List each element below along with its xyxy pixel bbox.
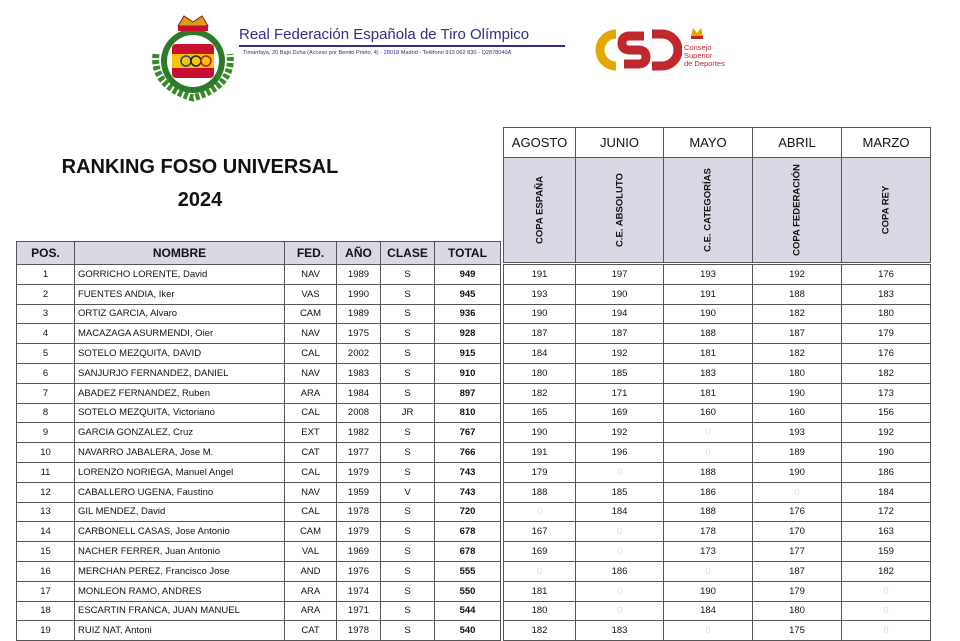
federation-cell: CAT (285, 443, 337, 463)
rank-cell: 6 (17, 363, 75, 383)
athlete-name-cell: FUENTES ANDIA, Iker (75, 284, 285, 304)
athlete-name-cell: SOTELO MEZQUITA, Victoriano (75, 403, 285, 423)
class-cell: S (381, 621, 435, 641)
federation-cell: CAL (285, 462, 337, 482)
birth-year-cell: 1983 (337, 363, 381, 383)
total-cell: 945 (435, 284, 501, 304)
ranking-year: 2024 (177, 189, 223, 211)
score-cell: 182 (842, 561, 931, 581)
birth-year-cell: 1989 (337, 304, 381, 324)
crown-icon (690, 24, 704, 42)
score-cell: 187 (504, 324, 576, 344)
score-cell: 175 (753, 621, 842, 641)
rank-cell: 3 (17, 304, 75, 324)
table-row (17, 542, 931, 562)
total-cell: 910 (435, 363, 501, 383)
score-cell: 184 (576, 502, 664, 522)
rank-cell: 5 (17, 344, 75, 364)
federation-cell: NAV (285, 363, 337, 383)
score-cell: 190 (504, 304, 576, 324)
score-cell: 0 (842, 621, 931, 641)
score-cell: 176 (842, 265, 931, 285)
month-mayo: MAYO (664, 128, 753, 158)
score-cell: 176 (842, 344, 931, 364)
class-cell: S (381, 344, 435, 364)
rank-cell: 9 (17, 423, 75, 443)
header-divider (239, 45, 565, 47)
athlete-name-cell: RUIZ NAT, Antoni (75, 621, 285, 641)
score-cell: 180 (753, 363, 842, 383)
athlete-name-cell: SOTELO MEZQUITA, DAVID (75, 344, 285, 364)
birth-year-cell: 1969 (337, 542, 381, 562)
score-cell: 190 (664, 581, 753, 601)
rank-cell: 10 (17, 443, 75, 463)
score-cell: 0 (504, 502, 576, 522)
birth-year-cell: 1978 (337, 621, 381, 641)
total-cell: 743 (435, 462, 501, 482)
score-cell: 182 (753, 344, 842, 364)
score-cell: 187 (753, 324, 842, 344)
total-cell: 766 (435, 443, 501, 463)
score-cell: 0 (753, 482, 842, 502)
birth-year-cell: 1971 (337, 601, 381, 621)
spacer (842, 242, 931, 265)
score-cell: 188 (664, 502, 753, 522)
score-cell: 180 (504, 601, 576, 621)
score-cell: 0 (576, 462, 664, 482)
score-cell: 165 (504, 403, 576, 423)
score-cell: 159 (842, 542, 931, 562)
score-cell: 184 (664, 601, 753, 621)
score-cell: 193 (664, 265, 753, 285)
score-cell: 197 (576, 265, 664, 285)
competition-ce-categorias: C.E. CATEGORÍAS (664, 158, 753, 263)
athlete-name-cell: SANJURJO FERNANDEZ, DANIEL (75, 363, 285, 383)
col-class: CLASE (381, 242, 435, 265)
federation-cell: VAS (285, 284, 337, 304)
federation-cell: CAL (285, 344, 337, 364)
score-cell: 167 (504, 522, 576, 542)
federation-cell: NAV (285, 265, 337, 285)
total-cell: 928 (435, 324, 501, 344)
score-cell: 0 (576, 522, 664, 542)
score-cell: 176 (753, 502, 842, 522)
athlete-name-cell: LORENZO NORIEGA, Manuel Angel (75, 462, 285, 482)
table-row (17, 443, 931, 463)
score-cell: 156 (842, 403, 931, 423)
score-cell: 182 (753, 304, 842, 324)
score-cell: 180 (753, 601, 842, 621)
score-cell: 180 (842, 304, 931, 324)
score-cell: 182 (504, 621, 576, 641)
class-cell: S (381, 581, 435, 601)
score-cell: 170 (753, 522, 842, 542)
score-cell: 189 (753, 443, 842, 463)
table-row (17, 383, 931, 403)
score-cell: 0 (842, 581, 931, 601)
athlete-name-cell: ESCARTIN FRANCA, JUAN MANUEL (75, 601, 285, 621)
class-cell: S (381, 304, 435, 324)
class-cell: S (381, 284, 435, 304)
csd-logo (592, 28, 682, 72)
score-cell: 0 (576, 601, 664, 621)
score-cell: 172 (842, 502, 931, 522)
score-cell: 188 (504, 482, 576, 502)
athlete-name-cell: MONLEON RAMO, ANDRES (75, 581, 285, 601)
score-cell: 190 (664, 304, 753, 324)
table-row (17, 601, 931, 621)
total-cell: 743 (435, 482, 501, 502)
ranking-table (16, 241, 931, 641)
total-cell: 767 (435, 423, 501, 443)
class-cell: S (381, 423, 435, 443)
class-cell: S (381, 502, 435, 522)
score-cell: 173 (842, 383, 931, 403)
athlete-name-cell: GORRICHO LORENTE, David (75, 265, 285, 285)
ranking-title: RANKING FOSO UNIVERSAL (61, 156, 339, 178)
table-row (17, 522, 931, 542)
class-cell: S (381, 443, 435, 463)
score-cell: 188 (664, 462, 753, 482)
ranking-body (17, 265, 931, 641)
total-cell: 540 (435, 621, 501, 641)
score-cell: 196 (576, 443, 664, 463)
athlete-name-cell: GARCIA GONZALEZ, Cruz (75, 423, 285, 443)
score-cell: 187 (576, 324, 664, 344)
total-cell: 915 (435, 344, 501, 364)
rank-cell: 4 (17, 324, 75, 344)
total-cell: 810 (435, 403, 501, 423)
score-cell: 178 (664, 522, 753, 542)
athlete-name-cell: CARBONELL CASAS, Jose Antonio (75, 522, 285, 542)
table-row (17, 324, 931, 344)
federation-cell: VAL (285, 542, 337, 562)
score-cell: 190 (504, 423, 576, 443)
birth-year-cell: 1974 (337, 581, 381, 601)
score-cell: 181 (664, 383, 753, 403)
score-cell: 192 (842, 423, 931, 443)
federation-cell: AND (285, 561, 337, 581)
class-cell: JR (381, 403, 435, 423)
score-cell: 193 (753, 423, 842, 443)
col-year: AÑO (337, 242, 381, 265)
athlete-name-cell: ORTIZ GARCIA, Alvaro (75, 304, 285, 324)
score-cell: 184 (842, 482, 931, 502)
rank-cell: 1 (17, 265, 75, 285)
birth-year-cell: 1977 (337, 443, 381, 463)
score-cell: 192 (576, 344, 664, 364)
athlete-name-cell: NACHER FERRER, Juan Antonio (75, 542, 285, 562)
score-cell: 183 (842, 284, 931, 304)
table-row (17, 581, 931, 601)
score-cell: 186 (842, 462, 931, 482)
federation-cell: NAV (285, 482, 337, 502)
table-row (17, 561, 931, 581)
birth-year-cell: 1959 (337, 482, 381, 502)
rank-cell: 13 (17, 502, 75, 522)
score-cell: 0 (842, 601, 931, 621)
score-cell: 160 (664, 403, 753, 423)
total-cell: 544 (435, 601, 501, 621)
birth-year-cell: 1984 (337, 383, 381, 403)
athlete-name-cell: ABADEZ FERNANDEZ, Ruben (75, 383, 285, 403)
table-row (17, 304, 931, 324)
score-cell: 160 (753, 403, 842, 423)
table-row (17, 284, 931, 304)
rfeto-logo (148, 6, 238, 102)
score-cell: 184 (504, 344, 576, 364)
table-row (17, 265, 931, 285)
table-row (17, 621, 931, 641)
competition-copa-espana: COPA ESPAÑA (504, 158, 576, 263)
score-cell: 0 (664, 423, 753, 443)
score-cell: 171 (576, 383, 664, 403)
table-row (17, 462, 931, 482)
score-cell: 0 (664, 621, 753, 641)
score-cell: 169 (576, 403, 664, 423)
score-cell: 190 (753, 383, 842, 403)
spacer (753, 242, 842, 265)
score-cell: 163 (842, 522, 931, 542)
birth-year-cell: 2002 (337, 344, 381, 364)
total-cell: 678 (435, 522, 501, 542)
class-cell: S (381, 265, 435, 285)
birth-year-cell: 1982 (337, 423, 381, 443)
table-row (17, 423, 931, 443)
score-cell: 179 (753, 581, 842, 601)
federation-cell: ARA (285, 383, 337, 403)
federation-cell: CAT (285, 621, 337, 641)
table-row (17, 363, 931, 383)
federation-cell: CAM (285, 522, 337, 542)
org-name: Real Federación Española de Tiro Olímpico (239, 26, 530, 43)
month-abril: ABRIL (753, 128, 842, 158)
csd-name: Consejo Superior de Deportes (684, 43, 725, 68)
federation-cell: NAV (285, 324, 337, 344)
competition-copa-federacion: COPA FEDERACIÓN (753, 158, 842, 263)
birth-year-cell: 1979 (337, 462, 381, 482)
table-row (17, 344, 931, 364)
competition-ce-absoluto: C.E. ABSOLUTO (576, 158, 664, 263)
federation-cell: CAL (285, 403, 337, 423)
score-cell: 185 (576, 363, 664, 383)
birth-year-cell: 1990 (337, 284, 381, 304)
score-cell: 185 (576, 482, 664, 502)
rank-cell: 11 (17, 462, 75, 482)
score-cell: 192 (753, 265, 842, 285)
class-cell: V (381, 482, 435, 502)
score-cell: 190 (576, 284, 664, 304)
score-cell: 181 (504, 581, 576, 601)
federation-cell: ARA (285, 581, 337, 601)
total-cell: 555 (435, 561, 501, 581)
score-cell: 177 (753, 542, 842, 562)
athlete-name-cell: MERCHAN PEREZ, Francisco Jose (75, 561, 285, 581)
birth-year-cell: 1989 (337, 265, 381, 285)
class-cell: S (381, 561, 435, 581)
total-cell: 949 (435, 265, 501, 285)
score-cell: 187 (753, 561, 842, 581)
birth-year-cell: 1975 (337, 324, 381, 344)
score-cell: 193 (504, 284, 576, 304)
table-row (17, 403, 931, 423)
class-cell: S (381, 462, 435, 482)
class-cell: S (381, 363, 435, 383)
score-cell: 169 (504, 542, 576, 562)
total-cell: 897 (435, 383, 501, 403)
score-cell: 194 (576, 304, 664, 324)
federation-cell: CAM (285, 304, 337, 324)
score-cell: 179 (504, 462, 576, 482)
class-cell: S (381, 383, 435, 403)
month-junio: JUNIO (576, 128, 664, 158)
total-cell: 550 (435, 581, 501, 601)
rank-cell: 7 (17, 383, 75, 403)
total-cell: 678 (435, 542, 501, 562)
month-marzo: MARZO (842, 128, 931, 158)
birth-year-cell: 1976 (337, 561, 381, 581)
class-cell: S (381, 522, 435, 542)
score-cell: 181 (664, 344, 753, 364)
org-address: Timanfaya, 20 Bajo Dcha (Acceso por Benito Prieto, 4) - 28018 Madrid - Teléfono 913 062 830 - Q2878040A (243, 50, 512, 56)
athlete-name-cell: MACAZAGA ASURMENDI, Oier (75, 324, 285, 344)
score-cell: 183 (664, 363, 753, 383)
spacer (664, 242, 753, 265)
score-cell: 190 (842, 443, 931, 463)
federation-cell: CAL (285, 502, 337, 522)
score-cell: 192 (576, 423, 664, 443)
score-cell: 186 (576, 561, 664, 581)
birth-year-cell: 1979 (337, 522, 381, 542)
score-cell: 190 (753, 462, 842, 482)
total-cell: 936 (435, 304, 501, 324)
birth-year-cell: 1978 (337, 502, 381, 522)
rank-cell: 17 (17, 581, 75, 601)
rank-cell: 8 (17, 403, 75, 423)
score-cell: 191 (504, 443, 576, 463)
score-cell: 186 (664, 482, 753, 502)
score-cell: 0 (664, 443, 753, 463)
total-cell: 720 (435, 502, 501, 522)
competition-copa-rey: COPA REY (842, 158, 931, 263)
score-cell: 0 (576, 581, 664, 601)
score-cell: 0 (576, 542, 664, 562)
col-pos: POS. (17, 242, 75, 265)
rank-cell: 12 (17, 482, 75, 502)
score-cell: 188 (753, 284, 842, 304)
col-total: TOTAL (435, 242, 501, 265)
rank-cell: 16 (17, 561, 75, 581)
score-cell: 0 (664, 561, 753, 581)
class-cell: S (381, 542, 435, 562)
score-cell: 191 (664, 284, 753, 304)
rank-cell: 14 (17, 522, 75, 542)
rank-cell: 19 (17, 621, 75, 641)
score-cell: 183 (576, 621, 664, 641)
score-cell: 173 (664, 542, 753, 562)
class-cell: S (381, 324, 435, 344)
score-cell: 182 (504, 383, 576, 403)
score-cell: 191 (504, 265, 576, 285)
spacer (576, 242, 664, 265)
spacer (504, 242, 576, 265)
federation-cell: EXT (285, 423, 337, 443)
score-cell: 188 (664, 324, 753, 344)
col-name: NOMBRE (75, 242, 285, 265)
athlete-name-cell: NAVARRO JABALERA, Jose M. (75, 443, 285, 463)
birth-year-cell: 2008 (337, 403, 381, 423)
score-cell: 179 (842, 324, 931, 344)
rank-cell: 2 (17, 284, 75, 304)
athlete-name-cell: GIL MENDEZ, David (75, 502, 285, 522)
rank-cell: 18 (17, 601, 75, 621)
score-cell: 0 (504, 561, 576, 581)
table-header-row (17, 242, 931, 265)
rank-cell: 15 (17, 542, 75, 562)
month-agosto: AGOSTO (504, 128, 576, 158)
col-fed: FED. (285, 242, 337, 265)
table-row (17, 482, 931, 502)
class-cell: S (381, 601, 435, 621)
federation-cell: ARA (285, 601, 337, 621)
score-cell: 182 (842, 363, 931, 383)
table-row (17, 502, 931, 522)
score-cell: 180 (504, 363, 576, 383)
athlete-name-cell: CABALLERO UGENA, Faustino (75, 482, 285, 502)
